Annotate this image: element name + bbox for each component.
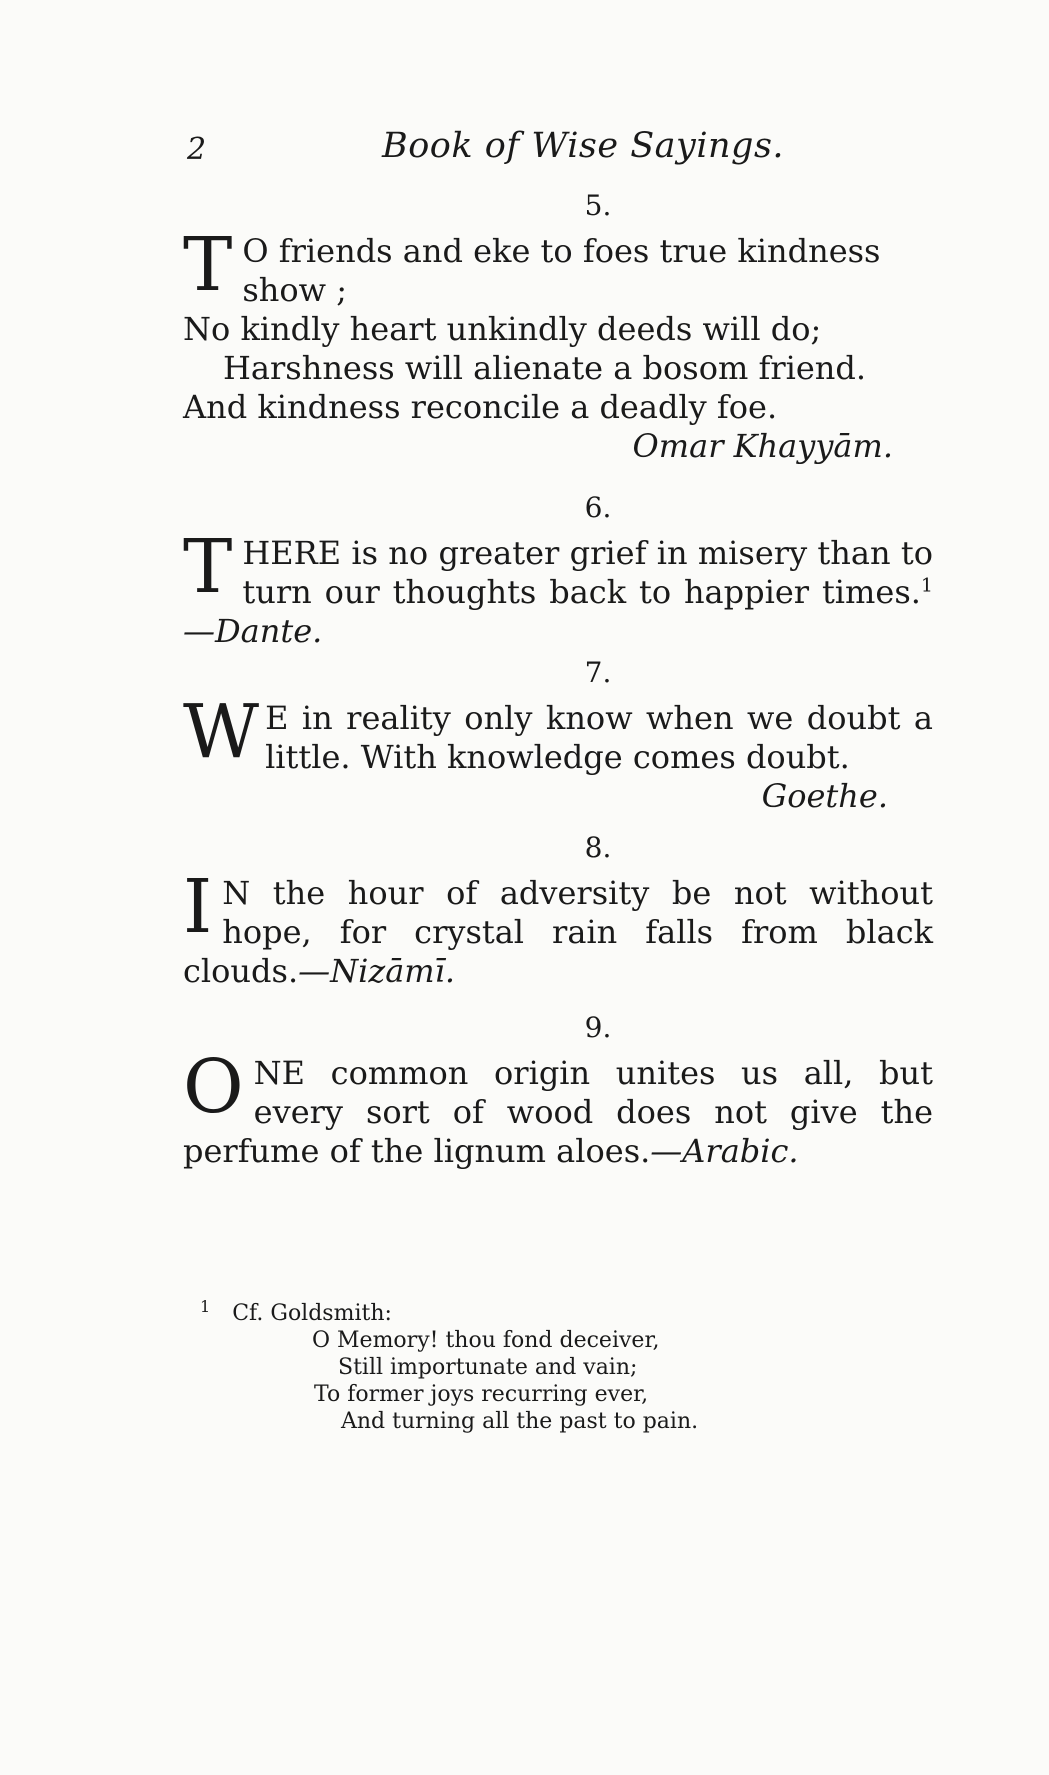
running-title: Book of Wise Sayings.	[382, 126, 785, 166]
saying-number: 6.	[584, 491, 612, 524]
footnote-verse-line: And turning all the past to pain.	[341, 1409, 699, 1434]
footnote	[200, 1296, 900, 1435]
saying-5	[183, 190, 933, 466]
attribution: Goethe.	[761, 777, 888, 815]
footnote-reference: 1	[920, 574, 933, 597]
footnote-verse-line: Still importunate and vain;	[338, 1355, 638, 1380]
attribution: —Dante.	[183, 612, 323, 650]
footnote-mark: 1	[200, 1296, 211, 1316]
saying-text	[183, 689, 933, 777]
attribution: Omar Khayyām.	[632, 427, 893, 465]
saying-9	[183, 1012, 933, 1171]
footnote-verse-line: To former joys recurring ever,	[314, 1382, 649, 1407]
saying-text	[183, 1044, 933, 1171]
saying-number: 5.	[584, 189, 612, 222]
saying-text	[183, 864, 933, 991]
verse-line: O friends and eke to foes true kindness	[242, 232, 881, 270]
saying-body: HERE is no greater grief in misery than to turn our thoughts back to happier times.	[242, 534, 933, 611]
attribution: —Nizāmī.	[298, 952, 456, 990]
drop-cap: T	[183, 222, 233, 308]
saying-6	[183, 492, 933, 651]
saying-8	[183, 832, 933, 991]
saying-7	[183, 657, 933, 816]
drop-cap: O	[183, 1044, 244, 1130]
verse-line: show ;	[242, 271, 347, 309]
saying-number: 8.	[584, 831, 612, 864]
drop-cap: W	[183, 689, 260, 775]
drop-cap: I	[183, 864, 213, 950]
verse-line: No kindly heart unkindly deeds will do;	[183, 310, 822, 348]
saying-number: 9.	[584, 1011, 612, 1044]
verse-line: Harshness will alienate a bosom friend.	[223, 349, 867, 387]
page-header	[0, 126, 1049, 176]
saying-body: NE common origin unites us all, but every sort of wood does not give the perfume of the lignum aloes.	[183, 1054, 933, 1170]
page-number: 2	[187, 132, 207, 167]
footnote-intro	[200, 1296, 900, 1327]
saying-body: N the hour of adversity be not without hope, for crystal rain falls from black clouds.	[183, 874, 933, 990]
verse-line: And kindness reconcile a deadly foe.	[183, 388, 778, 426]
saying-number: 7.	[584, 656, 612, 689]
saying-body: E in reality only know when we doubt a little. With knowledge comes doubt.	[265, 699, 933, 776]
footnote-verse-line: O Memory! thou fond deceiver,	[312, 1328, 660, 1353]
drop-cap: T	[183, 524, 233, 610]
footnote-intro-text: Cf. Goldsmith:	[232, 1301, 392, 1326]
attribution: —Arabic.	[650, 1132, 799, 1170]
saying-text	[183, 222, 933, 427]
saying-text	[183, 524, 933, 651]
